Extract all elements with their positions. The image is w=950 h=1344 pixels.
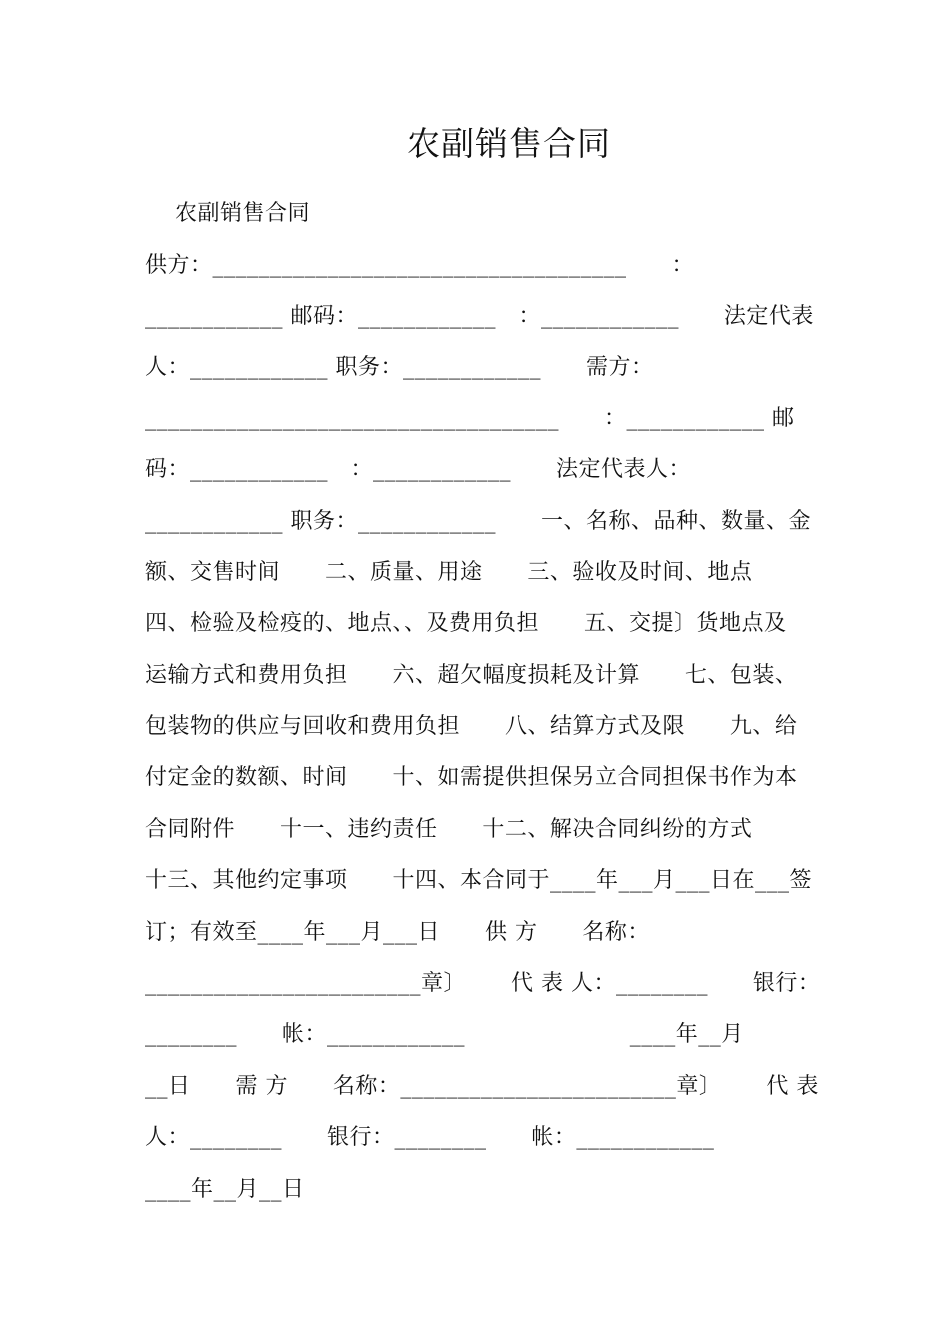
body-line: 四、检验及检疫的、地点、、及费用负担 五、交提〕货地点及 xyxy=(145,611,787,636)
body-line: 供方：____________________________________ ： xyxy=(145,253,694,278)
body-line: 农副销售合同 xyxy=(145,201,310,226)
body-line: 人：____________ 职务：____________ 需方： xyxy=(145,355,654,380)
body-line: 运输方式和费用负担 六、超欠幅度损耗及计算 七、包装、 xyxy=(145,663,798,688)
body-line: 包装物的供应与回收和费用负担 八、结算方式及限 九、给 xyxy=(145,714,798,739)
body-line: 码：____________ ：____________ 法定代表人： xyxy=(145,457,691,482)
body-line: ________________________章〕 代 表 人：________ 银行： xyxy=(145,971,821,996)
body-line: ________ 帐：____________ ____年__月 xyxy=(145,1022,744,1047)
body-line: 额、交售时间 二、质量、用途 三、验收及时间、地点 xyxy=(145,560,753,585)
body-line: __日 需 方 名称：________________________章〕 代 表 xyxy=(145,1074,819,1099)
body-line: 付定金的数额、时间 十、如需提供担保另立合同担保书作为本 xyxy=(145,765,798,790)
body-line: ____________ 职务：____________ 一、名称、品种、数量、金 xyxy=(145,509,811,534)
document-title: 农副销售合同 xyxy=(407,124,611,163)
body-line: ____________________________________ ：____________ 邮 xyxy=(145,406,795,431)
body-line: 人：________ 银行：________ 帐：____________ xyxy=(145,1125,715,1150)
body-line: 订；有效至____年___月___日 供 方 名称： xyxy=(145,920,650,945)
body-line: 十三、其他约定事项 十四、本合同于____年___月___日在___签 xyxy=(145,868,812,893)
body-line: ____________ 邮码：____________ ：____________ 法定代表 xyxy=(145,304,814,329)
body-line: 合同附件 十一、违约责任 十二、解决合同纠纷的方式 xyxy=(145,817,753,842)
body-line: ____年__月__日 xyxy=(145,1177,305,1202)
